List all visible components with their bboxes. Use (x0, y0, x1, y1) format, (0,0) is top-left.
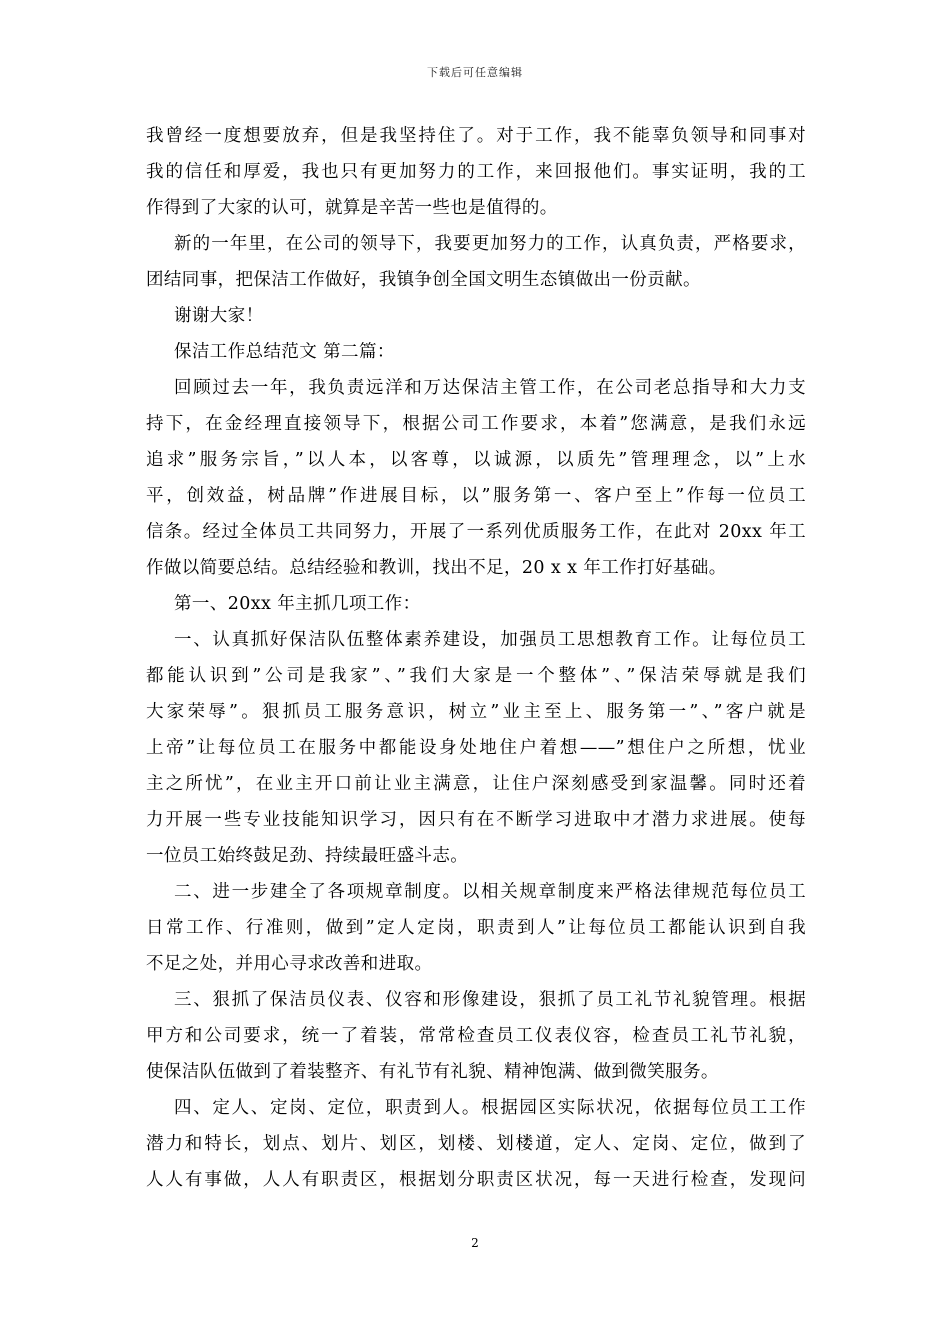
text-line: 四、定人、定岗、定位，职责到人。根据园区实际状况，依据每位员工工作 (174, 1098, 806, 1118)
text-line: 作得到了大家的认可，就算是辛苦一些也是值得的。 (146, 198, 558, 218)
text-line: 人人有事做，人人有职责区，根据划分职责区状况，每一天进行检查，发现问 (146, 1170, 806, 1190)
text-line: 大家荣辱”。狠抓员工服务意识，树立”业主至上、服务第一”、”客户就是 (146, 702, 806, 722)
text-line: 主之所忧”，在业主开口前让业主满意，让住户深刻感受到家温馨。同时还着 (146, 774, 806, 794)
text-line: 二、进一步建全了各项规章制度。以相关规章制度来严格法律规范每位员工 (174, 882, 806, 902)
text-line: 一、认真抓好保洁队伍整体素养建设，加强员工思想教育工作。让每位员工 (174, 630, 806, 650)
text-line: 信条。经过全体员工共同努力，开展了一系列优质服务工作，在此对 20xx 年工 (146, 522, 806, 542)
text-line: 追求”服务宗旨，”以人本，以客尊，以诚源，以质先”管理理念，以”上水 (146, 450, 806, 470)
text-line: 力开展一些专业技能知识学习，因只有在不断学习进取中才潜力求进展。使每 (146, 810, 806, 830)
text-line: 一位员工始终鼓足劲、持续最旺盛斗志。 (146, 846, 469, 866)
text-line: 保洁工作总结范文 第二篇： (174, 342, 395, 362)
text-line: 持下，在金经理直接领导下，根据公司工作要求，本着”您满意，是我们永远 (146, 414, 806, 434)
text-line: 不足之处，并用心寻求改善和进取。 (146, 954, 433, 974)
text-line: 平，创效益，树品牌”作进展目标，以”服务第一、客户至上”作每一位员工 (146, 486, 806, 506)
text-line: 甲方和公司要求，统一了着装，常常检查员工仪表仪容，检查员工礼节礼貌， (146, 1026, 806, 1046)
text-line: 潜力和特长，划点、划片、划区，划楼、划楼道，定人、定岗、定位，做到了 (146, 1134, 806, 1154)
text-line: 都能认识到”公司是我家”、”我们大家是一个整体”、”保洁荣辱就是我们 (146, 666, 806, 686)
text-line: 上帝”让每位员工在服务中都能设身处地住户着想——”想住户之所想，忧业 (146, 738, 806, 758)
text-line: 三、狠抓了保洁员仪表、仪容和形像建设，狠抓了员工礼节礼貌管理。根据 (174, 990, 806, 1010)
text-line: 回顾过去一年，我负责远洋和万达保洁主管工作，在公司老总指导和大力支 (174, 378, 806, 398)
text-line: 日常工作、行准则，做到”定人定岗，职责到人”让每位员工都能认识到自我 (146, 918, 806, 938)
text-line: 使保洁队伍做到了着装整齐、有礼节有礼貌、精神饱满、做到微笑服务。 (146, 1062, 719, 1082)
page-header: 下载后可任意编辑 (427, 66, 523, 79)
text-line: 第一、20xx 年主抓几项工作： (174, 594, 421, 614)
document-body (146, 118, 806, 1198)
text-line: 新的一年里，在公司的领导下，我要更加努力的工作，认真负责，严格要求， (174, 234, 806, 254)
text-line: 谢谢大家！ (174, 306, 264, 326)
text-line: 我的信任和厚爱，我也只有更加努力的工作，来回报他们。事实证明，我的工 (146, 162, 806, 182)
text-line: 团结同事，把保洁工作做好，我镇争创全国文明生态镇做出一份贡献。 (146, 270, 701, 290)
text-line: 我曾经一度想要放弃，但是我坚持住了。对于工作，我不能辜负领导和同事对 (146, 126, 806, 146)
text-line: 作做以简要总结。总结经验和教训，找出不足，20 x x 年工作打好基础。 (146, 558, 727, 578)
page-number: 2 (471, 1236, 479, 1250)
